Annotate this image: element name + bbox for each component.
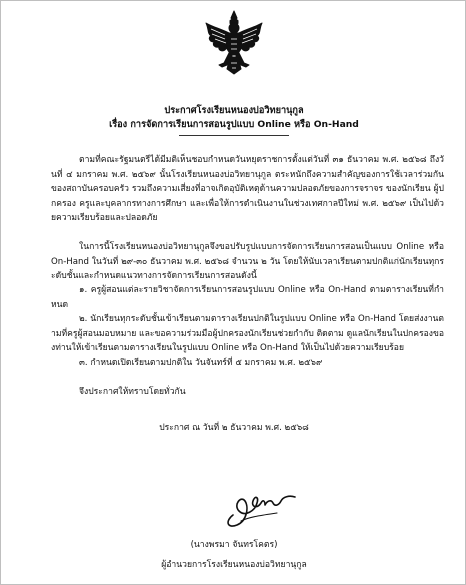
body-paragraph-2: ในการนี้โรงเรียนหนองบ่อวิทยานุกูลจึงขอปรับรูปแบบการจัดการเรียนการสอนเป็นแบบ Online หรือ On-Hand ในวันที่ ๒๙-๓๐ ธันวาคม พ.ศ. ๒๕๖๘ จำนวน ๒ วัน โดยให้นับเวลาเรียนตามปกติแก่นักเรียนทุกระดับชั้นและกำหนดแนวทางการจัดการเรียนการสอนดังนี้ [51, 242, 444, 282]
closing-line: จึงประกาศให้ทราบโดยทั่วกัน [79, 387, 186, 397]
list-item-3: ๓. กำหนดเปิดเรียนตามปกติใน วันจันทร์ที่ ๕ มกราคม พ.ศ. ๒๕๖๙ [79, 358, 323, 368]
signer-position: ผู้อำนวยการโรงเรียนหนองบ่อวิทยานุกูล [161, 560, 307, 570]
announcement-subject: เรื่อง การจัดการเรียนการสอนรูปแบบ Online หรือ On-Hand [109, 119, 359, 130]
signer-name: (นางพรมา จันทรโคตร) [190, 540, 278, 550]
announcement-date: ประกาศ ณ วันที่ ๒ ธันวาคม พ.ศ. ๒๕๖๘ [159, 423, 309, 433]
list-item-1: ๑. ครูผู้สอนแต่ละรายวิชาจัดการเรียนการสอนรูปแบบ Online หรือ On-Hand ตามตารางเรียนที่กำหนด [51, 285, 444, 310]
divider [179, 135, 289, 136]
garuda-emblem-icon [203, 9, 265, 75]
announcement-title: ประกาศโรงเรียนหนองบ่อวิทยานุกูล [164, 105, 304, 116]
body-paragraph-1: ตามที่คณะรัฐมนตรีได้มีมติเห็นชอบกำหนดวันหยุดราชการตั้งแต่วันที่ ๓๑ ธันวาคม พ.ศ. ๒๕๖๘ ถึงวันที่ ๔ มกราคม พ.ศ. ๒๕๖๙ นั้นโรงเรียนหนองบ่อวิทยานุกูล ตระหนักถึงความสำคัญของการใช้เวลาร่วมกันของสถาบันครอบครัว รวมถึงความเสี่ยงที่อาจเกิดอุบัติเหตุด้านความปลอดภัยของการจราจร ของนักเรียน ผู้ปกครอง ครูและบุคลากรทางการศึกษา และเพื่อให้การดำเนินงานในช่วงเทศกาลปีใหม่ พ.ศ. ๒๕๖๙ เป็นไปด้วยความเรียบร้อยและปลอดภัย [51, 155, 444, 224]
signature-icon [219, 481, 299, 531]
list-item-2: ๒. นักเรียนทุกระดับชั้นเข้าเรียนตามตารางเรียนปกติในรูปแบบ Online หรือ On-Hand โดยส่งงานตามที่ครูผู้สอนมอบหมาย และขอความร่วมมือผู้ปกครองนักเรียนช่วยกำกับ ติดตาม ดูแลนักเรียนในปกครองของท่านให้เข้าเรียนตามตารางเรียนในรูปแบบ Online หรือ On-Hand ให้เป็นไปด้วยความเรียบร้อย [51, 314, 444, 354]
